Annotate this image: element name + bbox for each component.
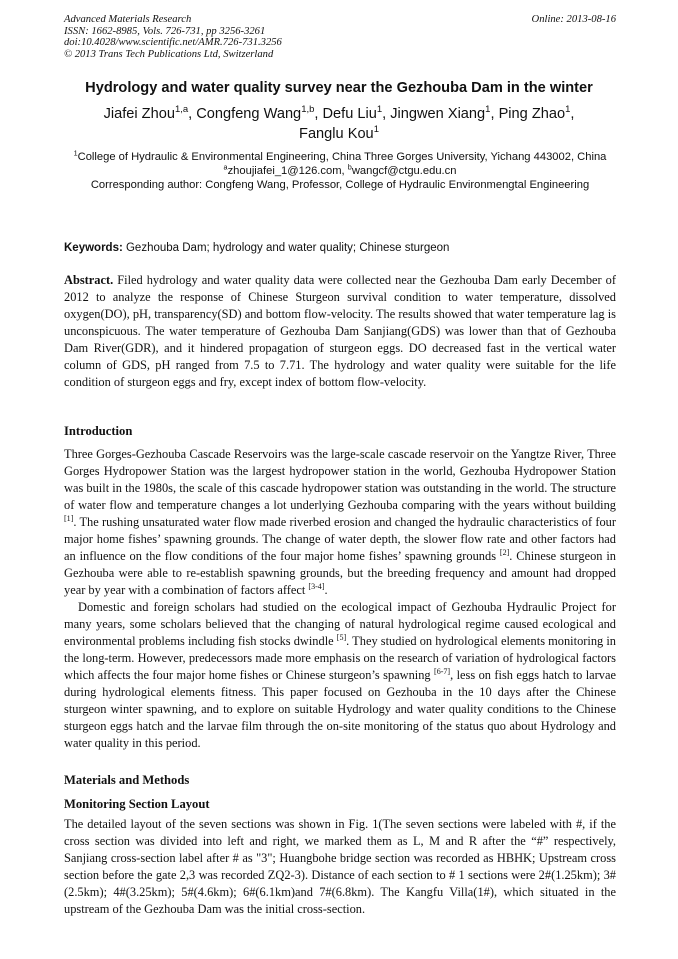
author-name: Ping Zhao bbox=[498, 106, 566, 122]
citation[interactable]: [2] bbox=[499, 547, 510, 557]
paragraph: The detailed layout of the seven sections was shown in Fig. 1(The seven sections were labeled with #, if the cross section was divided into left and right, we marked them as L, M and R after the “#” respectively, Sanjiang cross-section label after # as "3"; Huangbohe bridge section was recorded as HBHK; Upstream cross section before the gate 2,3 was recorded ZQ2-3). Distance of each section to # 1 sections were 2#(1.25km); 3#(2.5km); 4#(3.25km); 5#(4.6km); 6#(6.1km)and 7#(6.8km). The Kangfu Villa(1#), which situated in the upstream of the Gezhouba Dam was the initial cross-section. bbox=[64, 817, 616, 916]
affiliation-block bbox=[64, 150, 616, 193]
journal-issn: ISSN: 1662-8985, Vols. 726-731, pp 3256-3261 bbox=[64, 25, 266, 37]
abstract bbox=[64, 272, 616, 391]
journal-header bbox=[64, 14, 616, 60]
abstract-text: Filed hydrology and water quality data were collected near the Gezhouba Dam early December of 2012 to analyze the response of Chinese Sturgeon survival condition to water temperature, dissolved oxygen(DO), pH, transparency(SD) and bottom flow-velocity. The results showed that water temperature lag is unconspicuous. The water temperature of Gezhouba Dam Sanjiang(GDS) was lower than that of Gezhouba Dam River(GDR), and it hindered propagation of sturgeon eggs. DO decreased fast in the vertical water column of GDS, pH ranged from 7.5 to 7.71. The hydrology and water quality were suitable for the life condition of sturgeon eggs and fry, except index of bottom flow-velocity. bbox=[64, 273, 616, 389]
email-link[interactable]: zhoujiafei_1@126.com, bbox=[227, 165, 348, 178]
author-name: Congfeng Wang bbox=[196, 106, 302, 122]
affiliation-line: $^1$College of Hydraulic & Environmental Engineering, China Three Gorges University, Yichang 443002, China bbox=[73, 148, 607, 163]
citation[interactable]: [5] bbox=[336, 632, 347, 642]
section-heading-methods: Materials and Methods bbox=[64, 773, 190, 787]
author-name: Jingwen Xiang bbox=[390, 106, 486, 122]
keywords bbox=[64, 242, 616, 254]
methods-body bbox=[64, 816, 616, 918]
author-affiliation-mark: 1 bbox=[485, 104, 491, 116]
paper-title: Hydrology and water quality survey near the Gezhouba Dam in the winter bbox=[85, 80, 593, 96]
keywords-label: Keywords: bbox=[64, 242, 123, 254]
author-name: Defu Liu bbox=[322, 106, 377, 122]
journal-name: Advanced Materials Research bbox=[64, 14, 192, 25]
author-affiliation-mark: 1,a bbox=[174, 104, 189, 116]
section-heading-introduction: Introduction bbox=[64, 424, 133, 438]
citation[interactable]: [3-4] bbox=[308, 581, 325, 591]
journal-copyright: © 2013 Trans Tech Publications Ltd, Switzerland bbox=[64, 48, 274, 60]
online-date: Online: 2013-08-16 bbox=[531, 14, 616, 25]
email-link[interactable]: wangcf@ctgu.edu.cn bbox=[351, 165, 457, 178]
paragraph: Three Gorges-Gezhouba Cascade Reservoirs was the large-scale cascade reservoir on the Yangtze River, Three Gorges Hydropower Station was the largest hydropower station in the world, Gezhouba Hydropower Station was built in the 1980s, the scale of this cascade hydropower station was outstanding in the world. The structure of water flow and temperature changes a lot underlying Gezhouba comparing with the years without building [1]. The rushing unsaturated water flow made riverbed erosion and changed the hydraulic characteristics of four major home fishes’ spawning grounds. The change of water depth, the slower flow rate and other factors had an influence on the flow conditions of the four major home fishes’ spawning grounds [2]. Chinese sturgeon in Gezhouba were able to re-establish spawning grounds, but the breeding frequency and amount had dropped year by year with a combination of factors affect [3-4]. bbox=[64, 447, 616, 597]
citation[interactable]: [1] bbox=[64, 513, 74, 523]
corresponding-author: Corresponding author: Congfeng Wang, Professor, College of Hydraulic Environmengtal Engineering bbox=[90, 179, 590, 192]
paragraph: Domestic and foreign scholars had studied on the ecological impact of Gezhouba Hydraulic Project for many years, some scholars believed that the changing of natural hydrological regime caused ecological and environmental problems including fish stocks dwindle [5]. They studied on hydrological elements monitoring in the long-term. However, predecessors made more emphasis on the research of variation of hydrological factors which affects the four major home fishes or Chinese sturgeon’s spawning [6-7], less on fish eggs hatch to larvae during hydrological elements fitness. This paper focused on Gezhouba in the 10 days after the Chinese sturgeon winter spawning, and to explore on suitable Hydrology and water quality conditions to the Chinese sturgeon eggs hatch and the larvae film through the on-site monitoring of the status quo about Hydrology and water quality in this period. bbox=[64, 600, 616, 750]
author-affiliation-mark: 1 bbox=[373, 124, 379, 136]
abstract-label: Abstract. bbox=[64, 273, 114, 287]
introduction-body bbox=[64, 446, 616, 752]
author-name: Jiafei Zhou bbox=[103, 106, 175, 122]
author-affiliation-mark: 1,b bbox=[301, 104, 315, 116]
author-list: Jiafei Zhou$^{1,a}$, Congfeng Wang$^{1,b}$, Defu Liu$^1$, Jingwen Xiang$^1$, Ping Zhao$^1$, Fanglu Kou$^1$ bbox=[103, 104, 575, 142]
author-name: Fanglu Kou bbox=[299, 126, 374, 142]
author-affiliation-mark: 1 bbox=[376, 104, 383, 116]
email-line: $^a$zhoujiafei_1@126.com, $^b$wangcf@ctgu.edu.cn bbox=[223, 162, 457, 178]
citation[interactable]: [6-7] bbox=[434, 666, 451, 676]
keywords-text: Gezhouba Dam; hydrology and water quality; Chinese sturgeon bbox=[122, 242, 450, 254]
author-affiliation-mark: 1 bbox=[565, 104, 571, 116]
journal-doi[interactable]: doi:10.4028/www.scientific.net/AMR.726-731.3256 bbox=[64, 37, 282, 49]
subsection-heading: Monitoring Section Layout bbox=[64, 797, 210, 811]
